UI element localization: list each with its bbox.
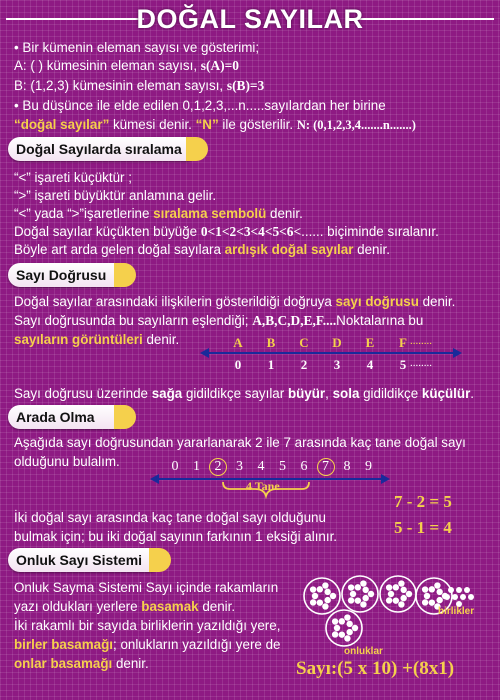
between-number-0: 0 bbox=[171, 459, 179, 474]
siralama-line-1: “<” işareti küçüktür ; bbox=[14, 170, 132, 185]
arada-line-2: olduğunu bulalım. bbox=[14, 454, 120, 469]
point-number-1: 1 bbox=[267, 357, 275, 372]
siralama-text-end: denir. bbox=[266, 206, 303, 221]
section-title: Arada Olma bbox=[16, 409, 95, 425]
page-title: DOĞAL SAYILAR bbox=[136, 4, 364, 34]
between-number-3: 3 bbox=[236, 459, 243, 474]
point-number-5: 5 bbox=[399, 357, 407, 372]
term-dogal-sayilar: “doğal sayılar” bbox=[14, 117, 110, 132]
dogru-text-end: denir. bbox=[142, 332, 180, 347]
point-label-c: C bbox=[299, 335, 309, 350]
intro-a-formula: s(A)=0 bbox=[200, 58, 239, 73]
intro-l5-text2: ile gösterilir. bbox=[218, 117, 297, 132]
term-siralama-sembolu: sıralama sembolü bbox=[153, 206, 267, 221]
term-goruntuler: sayıların görüntüleri bbox=[14, 332, 143, 347]
letters-ellipsis: ........ bbox=[410, 335, 432, 347]
siralama-line-4 bbox=[14, 223, 439, 240]
ten-group-icon bbox=[380, 576, 416, 612]
ten-group-icon bbox=[304, 578, 340, 614]
intro-l5-text: kümesi denir. bbox=[109, 117, 196, 132]
between-number-6: 6 bbox=[300, 459, 308, 474]
siralama-line-2: “>” işareti büyüktür anlamına gelir. bbox=[14, 188, 217, 203]
siralama-text: Böyle art arda gelen doğal sayılara bbox=[14, 242, 225, 257]
dogru-line-4 bbox=[14, 385, 474, 402]
place-value-formula: Sayı:(5 x 10) +(8x1) bbox=[296, 658, 455, 679]
onluk-line-2 bbox=[14, 598, 235, 615]
header-tab bbox=[114, 263, 136, 287]
dogru-comma: , bbox=[325, 386, 333, 401]
onluk-line-3: İki rakamlı bir sayıda birliklerin yazıldığı yere, bbox=[14, 618, 281, 633]
birlikler-label: birlikler bbox=[438, 606, 475, 617]
between-number-8: 8 bbox=[343, 459, 351, 474]
onluk-text-end: denir. bbox=[112, 656, 149, 671]
between-number-4: 4 bbox=[257, 459, 265, 474]
section-header-sayi-dogrusu bbox=[8, 263, 126, 287]
siralama-line-3 bbox=[14, 205, 303, 222]
between-number-5: 5 bbox=[279, 459, 286, 474]
equation-2: 5 - 1 = 4 bbox=[394, 518, 452, 537]
point-number-3: 3 bbox=[333, 357, 341, 372]
ones-dots-icon bbox=[444, 587, 474, 607]
arada-line-3: İki doğal sayı arasında kaç tane doğal sayı olduğunu bbox=[14, 510, 326, 525]
onluk-line-4 bbox=[14, 636, 280, 653]
section-title: Onluk Sayı Sistemi bbox=[16, 552, 143, 568]
dogru-text-mid: gidildikçe sayılar bbox=[182, 386, 288, 401]
term-saga: sağa bbox=[151, 386, 183, 401]
point-label-b: B bbox=[266, 335, 276, 350]
tens-illustration bbox=[296, 572, 496, 662]
arada-line-1: Aşağıda sayı doğrusundan yararlanarak 2 ile 7 arasında kaç tane doğal sayı bbox=[14, 435, 466, 450]
intro-b-text: B: (1,2,3) kümesinin eleman sayısı, bbox=[14, 78, 227, 93]
dogru-line-3 bbox=[14, 331, 179, 348]
intro-line-5 bbox=[14, 116, 416, 134]
dogru-text-end: Noktalarına bu bbox=[336, 313, 424, 328]
arrow-left-icon bbox=[150, 474, 159, 484]
point-label-d: D bbox=[332, 335, 342, 350]
onluk-line-1: Onluk Sayma Sistemi Sayı içinde rakamların bbox=[14, 580, 279, 595]
siralama-text-end: denir. bbox=[353, 242, 390, 257]
point-label-a: A bbox=[233, 335, 243, 350]
intro-line-2 bbox=[14, 57, 239, 74]
section-header-arada-olma bbox=[8, 405, 126, 429]
term-sola: sola bbox=[332, 386, 360, 401]
intro-line-4: • Bu düşünce ile elde edilen 0,1,2,3,...n.....sayılardan her birine bbox=[14, 98, 386, 113]
brace-label: 4 Tane bbox=[246, 479, 280, 493]
between-number-9: 9 bbox=[365, 459, 372, 474]
point-names: A,B,C,D,E,F.... bbox=[252, 313, 337, 328]
onluklar-label: onluklar bbox=[344, 646, 383, 657]
siralama-text: “<” yada “>”işaretlerine bbox=[14, 206, 154, 221]
onluk-text-end: denir. bbox=[198, 599, 236, 614]
term-birler-basamagi: birler basamağı bbox=[14, 637, 113, 652]
term-sayi-dogrusu: sayı doğrusu bbox=[335, 294, 419, 309]
header-tab bbox=[149, 548, 171, 572]
arrow-right-icon bbox=[453, 348, 462, 358]
ten-group-icon bbox=[326, 610, 362, 646]
dogru-text-end: denir. bbox=[418, 294, 456, 309]
equation-1: 7 - 2 = 5 bbox=[394, 492, 452, 511]
dogru-text-mid2: gidildikçe bbox=[359, 386, 422, 401]
dogru-text: Sayı doğrusunda bu sayıların eşlendiği; bbox=[14, 313, 253, 328]
intro-line-3 bbox=[14, 77, 264, 94]
between-number-7: 7 bbox=[317, 458, 335, 476]
siralama-text-end: ...... biçiminde sıralanır. bbox=[301, 224, 439, 239]
point-number-2: 2 bbox=[300, 357, 308, 372]
arrow-left-icon bbox=[200, 348, 209, 358]
header-tab bbox=[114, 405, 136, 429]
section-title: Sayı Doğrusu bbox=[16, 267, 107, 283]
onluk-text: yazı oldukları yerlere bbox=[14, 599, 142, 614]
dogru-text: Sayı doğrusu üzerinde bbox=[14, 386, 152, 401]
point-label-f: F bbox=[399, 335, 407, 350]
term-basamak: basamak bbox=[141, 599, 199, 614]
dogru-text: Doğal sayılar arasındaki ilişkilerin gösterildiği doğruya bbox=[14, 294, 336, 309]
point-label-e: E bbox=[365, 335, 375, 350]
order-inequality: 0<1<2<3<4<5<6< bbox=[200, 224, 302, 239]
onluk-text: ; onlukların yazıldığı yere de bbox=[113, 637, 281, 652]
arrow-right-icon bbox=[381, 474, 390, 484]
header-tab bbox=[186, 137, 208, 161]
siralama-text: Doğal sayılar küçükten büyüğe bbox=[14, 224, 201, 239]
intro-b-formula: s(B)=3 bbox=[226, 78, 265, 93]
term-n: “N” bbox=[195, 117, 219, 132]
siralama-line-5 bbox=[14, 241, 390, 258]
intro-line-1: • Bir kümenin eleman sayısı ve gösterimi; bbox=[14, 40, 260, 55]
intro-a-text: A: ( ) kümesinin eleman sayısı, bbox=[14, 58, 201, 73]
numbers-ellipsis: ........ bbox=[410, 357, 432, 369]
dogru-line-2 bbox=[14, 312, 423, 329]
point-number-0: 0 bbox=[234, 357, 242, 372]
term-buyur: büyür bbox=[287, 386, 326, 401]
term-onlar-basamagi: onlar basamağı bbox=[14, 656, 113, 671]
term-kuculur: küçülür bbox=[421, 386, 471, 401]
dogru-line-1 bbox=[14, 293, 455, 310]
point-number-4: 4 bbox=[366, 357, 374, 372]
set-notation: N: (0,1,2,3,4.......n.......) bbox=[296, 118, 416, 132]
onluk-line-5 bbox=[14, 655, 149, 672]
section-title: Doğal Sayılarda sıralama bbox=[16, 141, 182, 157]
ten-group-icon bbox=[342, 576, 378, 612]
arada-line-4: bulmak için; bu iki doğal sayının farkının 1 eksiği alınır. bbox=[14, 529, 338, 544]
section-header-siralama bbox=[8, 137, 198, 161]
between-number-1: 1 bbox=[193, 459, 200, 474]
term-ardisik: ardışık doğal sayılar bbox=[224, 242, 354, 257]
dogru-period: . bbox=[470, 386, 475, 401]
between-number-2: 2 bbox=[209, 458, 227, 476]
section-header-onluk bbox=[8, 548, 161, 572]
